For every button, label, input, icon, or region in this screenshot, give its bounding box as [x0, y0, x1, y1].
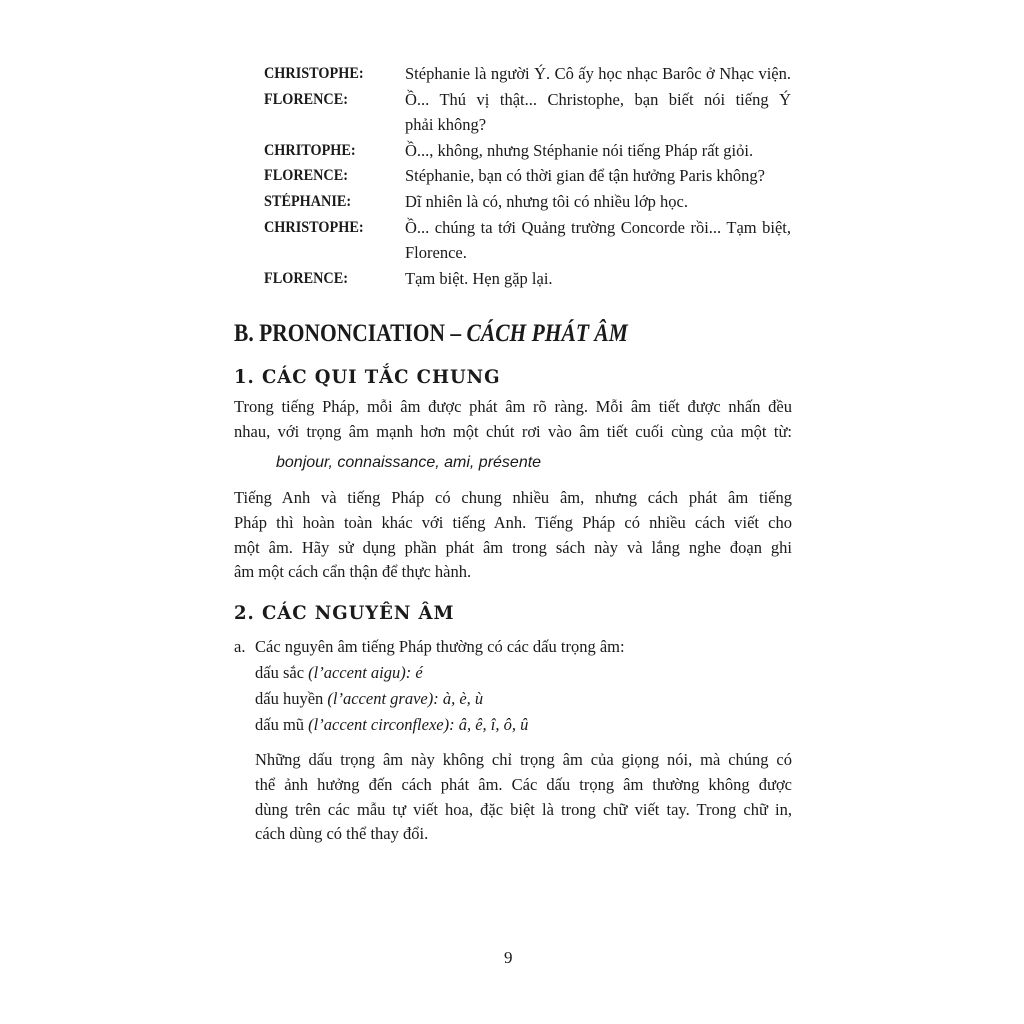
speaker: CHRISTOPHE: [264, 65, 364, 82]
paragraph-line: Trong tiếng Pháp, mỗi âm được phát âm rõ ràng. Mỗi âm tiết được nhấn đều [234, 397, 792, 416]
dialogue-line: Ồ... Thú vị thật... Christophe, bạn biết nói tiếng Ý [405, 90, 791, 109]
accent-line [255, 689, 483, 709]
paragraph-line: âm một cách cẩn thận để thực hành. [234, 562, 472, 581]
dialogue-line: phải không? [405, 115, 487, 134]
subsection-heading-1: 1. CÁC QUI TẮC CHUNG [234, 366, 501, 388]
paragraph-line: Pháp thì hoàn toàn khác với tiếng Anh. Tiếng Pháp có nhiều cách viết cho [234, 513, 792, 532]
speaker: FLORENCE: [264, 270, 348, 287]
example-words: bonjour, connaissance, ami, présente [276, 454, 542, 471]
paragraph-line: Tiếng Anh và tiếng Pháp có chung nhiều âm, nhưng cách phát âm tiếng [234, 488, 792, 507]
page-number: 9 [504, 948, 513, 967]
dialogue-line: Dĩ nhiên là có, nhưng tôi có nhiều lớp học. [405, 192, 688, 211]
accent-desc: (l’accent circonflexe): â, ê, î, ô, û [308, 715, 529, 734]
dialogue-line: Tạm biệt. Hẹn gặp lại. [405, 269, 553, 288]
accent-label: dấu mũ [255, 715, 309, 734]
list-marker: a. [234, 637, 246, 656]
dialogue-line: Stéphanie là người Ý. Cô ấy học nhạc Barôc ở Nhạc viện. [405, 64, 791, 83]
speaker: FLORENCE: [264, 167, 348, 184]
accent-line [255, 663, 423, 683]
subsection-heading-2: 2. CÁC NGUYÊN ÂM [234, 602, 455, 624]
paragraph-line: cách dùng có thể thay đổi. [255, 824, 429, 843]
section-heading-text: B. PRONONCIATION – [234, 320, 467, 347]
speaker: STÉPHANIE: [264, 193, 352, 210]
dialogue-line: Florence. [405, 243, 467, 262]
paragraph-line: nhau, với trọng âm mạnh hơn một chút rơi vào âm tiết cuối cùng của một từ: [234, 422, 792, 441]
speaker: CHRITOPHE: [264, 142, 356, 159]
dialogue-line: Ồ..., không, nhưng Stéphanie nói tiếng Pháp rất giỏi. [405, 141, 754, 160]
list-item: Các nguyên âm tiếng Pháp thường có các dấu trọng âm: [255, 637, 625, 656]
paragraph-line: một âm. Hãy sử dụng phần phát âm trong sách này và lắng nghe đoạn ghi [234, 538, 792, 557]
accent-line [255, 715, 528, 735]
section-heading [234, 320, 628, 348]
accent-desc: (l’accent grave): à, è, ù [327, 689, 484, 708]
paragraph-line: dùng trên các mẫu tự viết hoa, đặc biệt là trong chữ viết tay. Trong chữ in, [255, 800, 792, 819]
section-heading-italic: CÁCH PHÁT ÂM [466, 320, 628, 347]
paragraph-line: Những dấu trọng âm này không chỉ trọng âm của giọng nói, mà chúng có [255, 750, 792, 769]
dialogue-line: Stéphanie, bạn có thời gian để tận hưởng Paris không? [405, 166, 765, 185]
accent-label: dấu sắc [255, 663, 309, 682]
accent-desc: (l’accent aigu): é [308, 663, 423, 682]
dialogue-line: Ồ... chúng ta tới Quảng trường Concorde rồi... Tạm biệt, [405, 218, 791, 237]
accent-label: dấu huyền [255, 689, 328, 708]
speaker: CHRISTOPHE: [264, 219, 364, 236]
paragraph-line: thể ảnh hưởng đến cách phát âm. Các dấu trọng âm thường không được [255, 775, 792, 794]
speaker: FLORENCE: [264, 91, 348, 108]
